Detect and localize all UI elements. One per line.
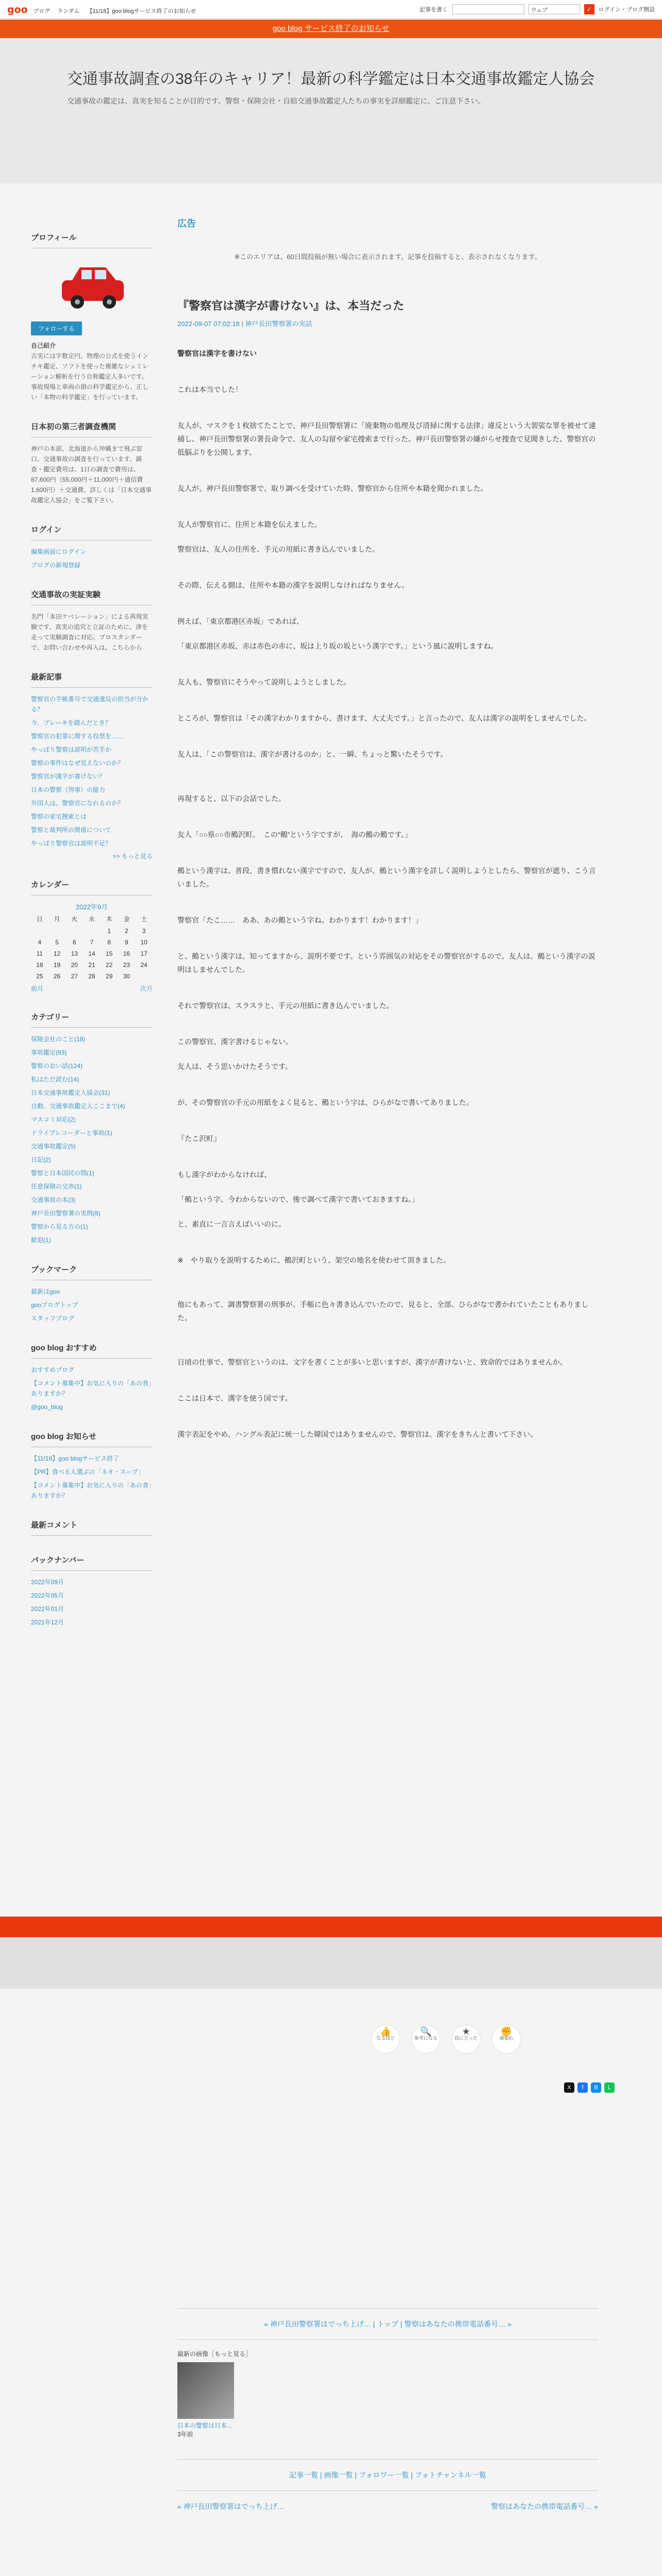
- post-paragraph: この警察官、漢字書けるじゃない。: [177, 1038, 293, 1046]
- calendar-day: 火: [71, 916, 78, 923]
- calendar-day: 24: [140, 961, 147, 969]
- first-org-text: 神戸の本部、北海道から沖縄まで飛ぶ窓口、交通事故の調査を行っています。調査・鑑定費用は、1日の調査で費用は、87,600円（55,000円＋11,000円＋通信費1,600円）＋交通費。詳しくは「日本交通事故鑑定人協会」をご覧下さい。: [31, 445, 152, 504]
- calendar-day: 17: [140, 950, 147, 957]
- recent-post-link[interactable]: やっぱり警察官は説明不足？: [31, 840, 112, 847]
- recent-post-link[interactable]: 警察官の犯罪に関する投票を……: [31, 733, 124, 740]
- recent-post-link[interactable]: 外国人は、警察官になれるのか？: [31, 800, 124, 807]
- top-bar: [0, 0, 662, 19]
- recent-image-thumb[interactable]: [177, 2362, 234, 2419]
- footer-links[interactable]: 記事一覧 | 画像一覧 | フォロワー一覧 | フォトチャンネル一覧: [289, 2471, 486, 2479]
- first-org-heading: 日本初の第三者調査機関: [31, 421, 153, 437]
- self-intro-text: 古実には字数定円、物理の公式を使うインチキ鑑定、ソフトを使った複雑なシュミレーション解析を行う自称鑑定人多いです。事故現場と車両の損の科学鑑定から、正しい「本物の科学鑑定」を行っています。: [31, 352, 149, 401]
- recent-post-link[interactable]: 日本の警察（刑事）の能力: [31, 786, 106, 793]
- post-paragraph: 友人も、警察官にそうやって説明しようとしました。: [177, 678, 351, 686]
- category-link[interactable]: マスコミ対応(2): [31, 1116, 76, 1123]
- post-paragraph: ※ やり取りを説明するために、鵺沢町という、架空の地名を使わせて頂きました。: [177, 1256, 451, 1264]
- osusume-link[interactable]: おすすめブログ: [31, 1366, 75, 1374]
- post-paragraph: と、鵺という漢字は、知ってますから、説明不要です。という雰囲気の対応をその警察官がするので、友人は、鵺という漢字の説明はしませんでした。: [177, 952, 595, 974]
- recent-images: [177, 2349, 598, 2512]
- category-link[interactable]: 私はただ読む(14): [31, 1076, 79, 1083]
- recent-post-link[interactable]: 警察の事件はなぜ見えないのか？: [31, 759, 124, 767]
- calendar-day: 30: [123, 973, 130, 980]
- goo-logo[interactable]: goo: [7, 4, 28, 15]
- x-share-icon[interactable]: X: [564, 2082, 574, 2093]
- blog-description: 交通事故の鑑定は、真実を知ることが目的です。警察・保険会社・自賠交通事故鑑定人たちの事実を詳細鑑定に、ご注意下さい。: [67, 97, 485, 105]
- news-link[interactable]: 【PR】食べる人選ぶの「ネオ・スープ」: [31, 1468, 144, 1476]
- top-nav: [33, 7, 196, 15]
- calendar-day: 土: [141, 916, 147, 923]
- recent-image-date: 3年前: [177, 2431, 193, 2438]
- calendar-day: 6: [72, 939, 76, 946]
- service-end-notice-bar: [0, 20, 662, 38]
- calendar-day: 13: [71, 950, 78, 957]
- backnumber-link[interactable]: 2022年09月: [31, 1579, 64, 1586]
- post-paragraph: 鵺という漢字は、普段、書き慣れない漢字ですので、友人が、鵺という漢字を詳しく説明しようとしたら、警察官が遮り、こう言いました。: [177, 867, 596, 888]
- post-paragraph: 他にもあって、調書警察署の刑事が、手帳に色々書き込んでいたので、見ると、全部、ひらがなで書かれていたこともありました。: [177, 1300, 589, 1322]
- calendar-day: 木: [106, 916, 112, 923]
- post-paragraph: 友人が警察官に、住所と本籍を伝えました。: [177, 520, 322, 529]
- calendar-day: 27: [71, 973, 78, 980]
- profile-heading: プロフィール: [31, 232, 153, 248]
- calendar-day: 日: [36, 916, 43, 923]
- calendar-day: 5: [55, 939, 59, 946]
- calendar-prev[interactable]: 前月: [31, 985, 44, 992]
- prev-top-next-links[interactable]: « 神戸長田警察署はでっち上げ… | トップ | 警察はあなたの携帯電話番号… »: [264, 2320, 511, 2328]
- ad-heading: 広告: [177, 218, 196, 229]
- search-button[interactable]: ✓: [584, 4, 594, 14]
- calendar-day: 10: [140, 939, 147, 946]
- category-link[interactable]: 警察から見る方の(1): [31, 1223, 88, 1230]
- write-link[interactable]: 記事を書く: [419, 7, 448, 13]
- search-input[interactable]: [452, 4, 524, 14]
- post-paragraph: 例えば、「東京都港区赤坂」であれば、: [177, 617, 304, 625]
- calendar-day: 4: [38, 939, 42, 946]
- category-link[interactable]: 日記(2): [31, 1156, 51, 1163]
- next-post-link[interactable]: 警察はあなたの携帯電話番号… »: [491, 2502, 598, 2511]
- calendar-day: 26: [53, 973, 61, 980]
- backnumber-heading: バックナンバー: [31, 1554, 153, 1571]
- search-scope-select[interactable]: ウェブ: [528, 4, 580, 14]
- bookmark-link[interactable]: スタッフブログ: [31, 1315, 75, 1322]
- post-paragraph: ここは日本で、漢字を使う国です。: [177, 1394, 292, 1402]
- post-navigation: [177, 2298, 598, 2350]
- post-paragraph: それで警察官は、スラスラと、手元の用紙に書き込んでいました。: [177, 1002, 394, 1010]
- notice-band: [0, 1917, 662, 1937]
- more-link[interactable]: >> もっと見る: [112, 853, 153, 860]
- calendar-day: 8: [107, 939, 111, 946]
- calendar-day: 1: [107, 927, 111, 935]
- login-heading: ログイン: [31, 524, 153, 540]
- post-paragraph: 友人は、そう思いかけたそうです。: [177, 1062, 292, 1071]
- recent-posts-heading: 最新記事: [31, 671, 153, 688]
- post-paragraph: 漢字表記をやめ、ハングル表記に統一した韓国ではありませんので、警察官は、漢字をきちんと書いて下さい。: [177, 1430, 538, 1438]
- share-buttons: [564, 2082, 615, 2093]
- category-link[interactable]: 保険会社のこと(18): [31, 1036, 86, 1043]
- calendar-day: 21: [88, 961, 95, 969]
- calendar-day: [48, 927, 66, 935]
- category-link[interactable]: 交通事故鑑定(5): [31, 1143, 76, 1150]
- nav-notice[interactable]: 【11/18】goo blogサービス終了のお知らせ: [87, 8, 196, 14]
- bookmark-link[interactable]: gooブログトップ: [31, 1301, 78, 1309]
- calendar-grid: [31, 914, 153, 980]
- calendar-day: 20: [71, 961, 78, 969]
- calendar-month: 2022年9月: [75, 903, 108, 911]
- post-paragraph: 警察官は、友人の住所を、手元の用紙に書き込んでいました。: [177, 545, 379, 553]
- recent-post-link[interactable]: 警察官が漢字が書けない？: [31, 773, 106, 780]
- hatena-share-icon[interactable]: B: [591, 2082, 601, 2093]
- post-paragraph: 友人が、マスクを１枚捨てたことで、神戸長田警察署に「廃棄物の処理及び清掃に関する法律」違反という大袈裟な罪を被せて逮捕し、神戸長田警察署の署長命令で、友人の勾留や家宅捜索まで行った。神戸長田警察署の嫌がらせ捜査で見聞きした、警察官の低脳ぶりを公開します。: [177, 421, 596, 456]
- calendar-day: 7: [90, 939, 94, 946]
- bookmark-heading: ブックマーク: [31, 1264, 153, 1280]
- calendar-day: [135, 973, 153, 980]
- post-paragraph: 友人「○○県○○市鵺沢町。 この“鵺”という字ですが、 海の鵺の鵺です。」: [177, 831, 412, 839]
- calendar-day: 18: [36, 961, 43, 969]
- post-paragraph: 「東京都港区赤坂、赤は赤色の赤に、坂は上り坂の坂という漢字です。」という風に説明しますね。: [177, 642, 498, 650]
- recent-post-link[interactable]: 警察の家宅捜索とは: [31, 813, 87, 820]
- recent-comment-heading: 最新コメント: [31, 1519, 153, 1536]
- post-paragraph: もし漢字がわからなければ、: [177, 1171, 271, 1179]
- news-link[interactable]: 【コメント募集中】お気に入りの「あの食」ありますか？: [31, 1482, 152, 1499]
- recent-post-link[interactable]: やっぱり警察は説明が苦手か: [31, 746, 112, 753]
- calendar-day: 11: [36, 950, 43, 957]
- blog-header: [0, 39, 662, 183]
- reaction-yakunitatta[interactable]: ★ 役に立った: [452, 2025, 481, 2054]
- reaction-buttons: [371, 2025, 521, 2054]
- post-body: [177, 347, 598, 1441]
- calendar-day: [83, 927, 101, 935]
- category-link[interactable]: 警察のおい話(124): [31, 1062, 83, 1070]
- reaction-sanko[interactable]: 🔍 参考になる: [411, 2025, 440, 2054]
- calendar-day: 金: [123, 916, 130, 923]
- calendar-day: 14: [88, 950, 95, 957]
- recent-image-caption[interactable]: 日本の警察は日本…: [177, 2422, 234, 2429]
- post-paragraph: 友人が、神戸長田警察署で、取り調べを受けていた時、警察官から住所や本籍を聞かれました。: [177, 484, 488, 493]
- login-link[interactable]: ログイン・ブログ開設: [598, 7, 655, 13]
- news-heading: goo blog お知らせ: [31, 1431, 153, 1447]
- post-paragraph: 再現すると、以下の会話でした。: [177, 794, 286, 803]
- post-paragraph: ところが、警察官は「その漢字わかりますから、書けます、大丈夫です。」と言ったので、友人は漢字の説明をしませんでした。: [177, 714, 591, 722]
- reaction-ganbare[interactable]: ✊ 頑張れ: [492, 2025, 521, 2054]
- backnumber-link[interactable]: 2022年01月: [31, 1605, 64, 1613]
- recent-post-link[interactable]: 警察官の手帳番号で交通違反の担当が分かる？: [31, 696, 149, 713]
- osusume-list: [31, 1365, 153, 1412]
- bookmark-list: [31, 1286, 153, 1324]
- category-list: [31, 1034, 153, 1245]
- calendar-heading: カレンダー: [31, 879, 153, 895]
- calendar-day: 22: [106, 961, 113, 969]
- post-paragraph: と、素直に一言言えばいいのに。: [177, 1220, 286, 1228]
- backnumber-list: [31, 1577, 153, 1628]
- calendar-day: 16: [123, 950, 130, 957]
- calendar-day: 月: [54, 916, 60, 923]
- edit-login-link[interactable]: 編集画面にログイン: [31, 548, 87, 555]
- sidebar: [31, 216, 153, 1631]
- calendar-day: 19: [53, 961, 61, 969]
- category-link[interactable]: 神戸長田警察署の実例(8): [31, 1210, 101, 1217]
- news-link[interactable]: 【11/18】goo blogサービス終了: [31, 1455, 120, 1462]
- calendar-day: 23: [123, 961, 130, 969]
- backnumber-link[interactable]: 2022年05月: [31, 1592, 64, 1599]
- post-paragraph: 『たこ沢町』: [177, 1134, 221, 1143]
- calendar-day: 25: [36, 973, 43, 980]
- main-content: [177, 206, 598, 1452]
- category-link[interactable]: 日本交通事故鑑定人協会(31): [31, 1089, 110, 1096]
- post-title[interactable]: 『警察官は漢字が書けない』は、本当だった: [177, 299, 405, 312]
- recent-post-link[interactable]: 警察と裁判所の関係について: [31, 826, 111, 834]
- calendar-day: 12: [53, 950, 61, 957]
- backnumber-link[interactable]: 2021年12月: [31, 1619, 64, 1626]
- calendar-day: 水: [88, 916, 95, 923]
- follow-button[interactable]: フォローする: [31, 321, 82, 335]
- post-paragraph: 「鵺という字、今わからないので、後で調べて漢字で書いておきますね。」: [177, 1195, 419, 1204]
- prev-post-link[interactable]: « 神戸長田警察署はでっち上げ…: [177, 2502, 285, 2511]
- osusume-heading: goo blog おすすめ: [31, 1342, 153, 1359]
- reaction-naruhodo[interactable]: 👍 なるほど: [371, 2025, 400, 2054]
- facebook-share-icon[interactable]: f: [577, 2082, 588, 2093]
- osusume-link[interactable]: 【コメント募集中】お気に入りの「あの食」ありますか？: [31, 1380, 152, 1397]
- post-paragraph: 日頃の仕事で、警察官というのは、文字を書くことが多いと思いますが、漢字が書けないと、致命的ではありませんか。: [177, 1358, 567, 1366]
- calendar-day: [31, 927, 48, 935]
- post-meta[interactable]: 2022-09-07 07:02:18 | 神戸長田警察署の実話: [177, 320, 312, 328]
- gray-band: [0, 1937, 662, 1989]
- category-link[interactable]: 交通事故の本(3): [31, 1196, 76, 1204]
- recent-images-heading: 最新の画像［もっと見る］: [177, 2350, 252, 2358]
- category-link[interactable]: 歓迎(1): [31, 1236, 51, 1244]
- news-list: [31, 1453, 153, 1501]
- post-paragraph: 警察官は漢字を書けない: [177, 349, 257, 358]
- top-right-tools: [420, 4, 655, 14]
- new-blog-link[interactable]: ブログの新規登録: [31, 562, 81, 569]
- notice-link[interactable]: goo blog サービス終了のお知らせ: [272, 24, 390, 33]
- post-paragraph: その際、伝える側は、住所や本籍の漢字を説明しなければなりません。: [177, 581, 409, 589]
- osusume-link[interactable]: @goo_blog: [31, 1403, 63, 1411]
- bookmark-link[interactable]: 最新はgoo: [31, 1288, 60, 1295]
- calendar-day: 3: [142, 927, 146, 935]
- calendar-day: 29: [106, 973, 113, 980]
- calendar-day: 15: [106, 950, 113, 957]
- calendar-next[interactable]: 次月: [140, 985, 153, 992]
- post-paragraph: 警察官「たこ…… ああ、あの鵺という字ね。わかります！わかります！」: [177, 916, 423, 924]
- category-link[interactable]: 任意保険の交渉(1): [31, 1183, 82, 1190]
- category-heading: カテゴリー: [31, 1011, 153, 1028]
- category-link[interactable]: 警察と日本国民の間(1): [31, 1170, 94, 1177]
- category-link[interactable]: ドライブレコーダーと事故(1): [31, 1129, 112, 1137]
- calendar-day: 2: [125, 927, 128, 935]
- blog-title[interactable]: 交通事故調査の38年のキャリア！最新の科学鑑定は日本交通事故鑑定人協会: [67, 71, 595, 88]
- post-paragraph: 友人は、「この警察官は、漢字が書けるのか」と、一瞬、ちょっと驚いたそうです。: [177, 750, 448, 758]
- calendar-day: [65, 927, 83, 935]
- calendar-day: 28: [88, 973, 95, 980]
- recent-post-link[interactable]: 今、ブレーキを踏んだとき？: [31, 719, 111, 726]
- experiment-text: 名門「本田ケベレーション」による再現実験です。真実の追究と立証のために、津を走って実験調査に対応。プロスタンダーで、お問い合わせや再入は、こちらから: [31, 613, 148, 651]
- nav-blog[interactable]: ブログ: [33, 8, 50, 14]
- self-intro-heading: 自己紹介: [31, 342, 56, 349]
- profile-car-image: [31, 255, 153, 316]
- line-share-icon[interactable]: L: [604, 2082, 615, 2093]
- category-link[interactable]: 自動、交通事故鑑定人ここまで(4): [31, 1103, 125, 1110]
- experiment-heading: 交通事故の実証実験: [31, 589, 153, 605]
- calendar-day: 9: [125, 939, 128, 946]
- recent-posts-list: [31, 694, 153, 849]
- ad-note: ※このエリアは、60日間投稿が無い場合に表示されます。記事を投稿すると、表示されなくなります。: [234, 253, 541, 261]
- post-paragraph: が、その警察官の手元の用紙をよく見ると、鵺という字は、ひらがなで書いてありました。: [177, 1098, 473, 1107]
- post-paragraph: これは本当でした！: [177, 385, 242, 394]
- category-link[interactable]: 事故鑑定(93): [31, 1049, 67, 1056]
- nav-random[interactable]: ランダム: [57, 8, 80, 14]
